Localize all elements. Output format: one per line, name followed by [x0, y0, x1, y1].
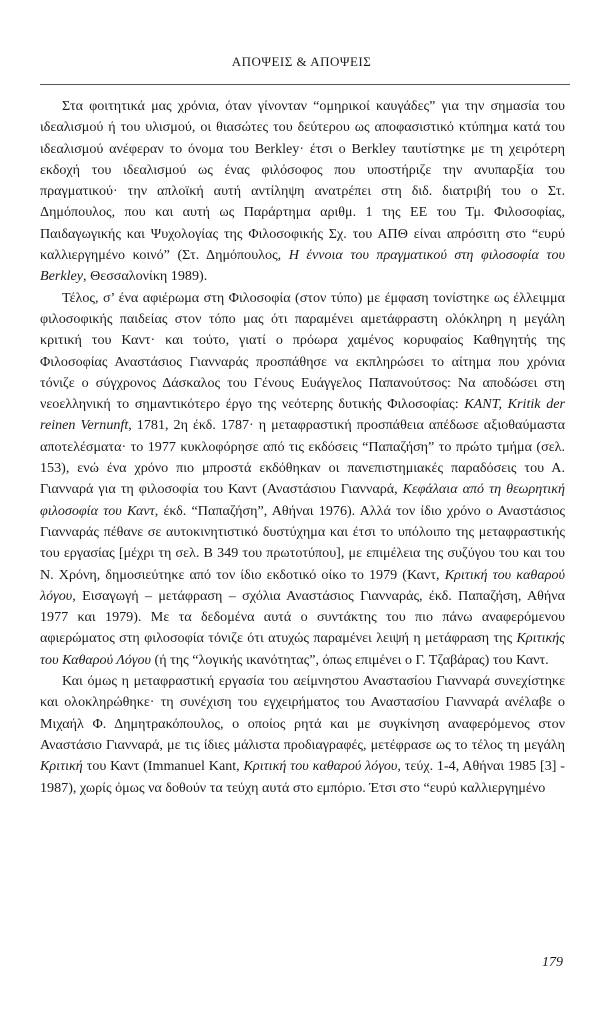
paragraph-2: [40, 288, 565, 671]
paragraph-3: [40, 671, 565, 799]
book-title: KANT, Kritik der reinen Vernunft: [40, 396, 565, 434]
text-run: , Εισαγωγή – μετάφραση – σχόλια Αναστάσιος Γιανναράς, έκδ. Παπαζήση, Αθήνα 1977 και 1979). Με τα δεδομένα αυτά ο συντάκτης του πιο πάνω αναφερόμενου αφιερώματος στη φιλοσοφία τόνιζε ότι ατυχώς παραμένει λειψή η μετάφραση της: [40, 587, 565, 647]
text-run: , έκδ. “Παπαζήση”, Αθήναι 1976). Αλλά τον ίδιο χρόνο ο Αναστάσιος Γιανναράς πέθανε σε αυτοκινητιστικό δυστύχημα και έτσι το υπόλοιπο της μεταφραστικής του εργασίας [μέχρι τη σελ. Β 349 του πρωτοτύπου], με επιμέλεια της συζύγου του και του Ν. Χρόνη, δημοσιεύτηκε από τον ίδιο εκδοτικό οίκο το 1979 (Καντ,: [40, 502, 565, 583]
text-run: Στα φοιτητικά μας χρόνια, όταν γίνονταν “ομηρικοί καυγάδες” για την σημασία του ιδεαλισμού ή του υλισμού, οι θιασώτες του δεύτερου ως αποφασιστικό κτύπημα κατά του ιδεαλισμού ανέφεραν το όνομα του Berkley· έτσι ο Berkley ταυτίστηκε με τη χειρότερη εκδοχή του ιδεαλισμού ως ένας φιλόσοφος που υποστήριζε την ανυπαρξία του πραγματικού· την απλοϊκή αυτή αντίληψη ανατρέπει στη διδ. διατριβή του ο Στ. Δημόπουλος, που και αυτή ως Παράρτημα αριθμ. 1 της ΕΕ του Τμ. Φιλοσοφίας, Παιδαγωγικής και Ψυχολογίας της Φιλοσοφικής Σχ. του ΑΠΘ είναι απρόσιτη στο “ευρύ καλλιεργημένο κοινό” (Στ. Δημόπουλος,: [40, 98, 565, 264]
book-title: Κεφάλαια από τη θεωρητική φιλοσοφία του Καντ: [40, 481, 565, 519]
text-run: Και όμως η μεταφραστική εργασία του αείμνηστου Αναστασίου Γιανναρά συνεχίστηκε και ολοκληρώθηκε· τη συνέχιση του εγχειρήματος του Αναστασίου Γιανναρά ανέλαβε ο Μιχαήλ Φ. Δημητρακόπουλος, ο οποίος ρητά και με συγκίνηση αναφερόμενος στον Αναστάσιο Γιανναρά, με τις ίδιες μάλιστα προδιαγραφές, μετέφρασε ως το τέλος τη μεγάλη: [40, 673, 565, 753]
text-run: , τεύχ. 1-4, Αθήναι 1985 [3] - 1987), χωρίς όμως να δοθούν τα τεύχη αυτά στο εμπόριο. Έτσι στο “ευρύ καλλιεργημένο: [40, 758, 565, 796]
text-run: του Καντ (Immanuel Kant,: [82, 758, 244, 775]
book-title: Κριτική του καθαρού λόγου: [243, 758, 398, 775]
body-text: [40, 96, 565, 799]
running-header: ΑΠΟΨΕΙΣ & ΑΠΟΨΕΙΣ: [231, 54, 372, 69]
page-number: 179: [542, 955, 563, 970]
book-title: Κριτική του καθαρού λόγου: [40, 566, 565, 604]
text-run: , 1781, 2η έκδ. 1787· η μεταφραστική προσπάθεια απέδωσε αξιοθαύμαστα αποτελέσματα· το 1977 κυκλοφόρησε από τις εκδόσεις “Παπαζήση” το πρώτο τμήμα (σελ. 153), ενώ ένα χρόνο πιο μπροστά εκδόθηκαν οι πανεπιστημιακές παραδόσεις του Α. Γιανναρά για τη φιλοσοφία του Καντ (Αναστάσιου Γιανναρά,: [40, 417, 566, 498]
book-title: Κριτικής του Καθαρού Λόγου: [40, 630, 565, 668]
book-title: Κριτική: [40, 758, 83, 775]
text-run: (ή της “λογικής ικανότητας”, όπως επιμένει ο Γ. Τζαβάρας) του Καντ.: [150, 651, 549, 668]
text-run: Τέλος, σ’ ένα αφιέρωμα στη Φιλοσοφία (στον τύπο) με έμφαση τονίστηκε ως έλλειμμα φιλοσοφικής παιδείας στον τόπο μας ότι παραμένει αμετάφραστη ολόκληρη η μεγάλη κριτική του Καντ· και τούτο, γιατί ο πρόωρα χαμένος κορυφαίος Καθηγητής της Φιλοσοφίας Αναστάσιος Γιανναράς προσπάθησε να εκπληρώσει το αίτημα που χρόνια τόνιζε ο σύγχρονος Δάσκαλος του Γένους Ευάγγελος Παπανούτσος: Να αποδώσει στη νεοελληνική το σημαντικότερο έργο της νεότερης δυτικής Φιλοσοφίας:: [40, 289, 565, 413]
header-rule: [40, 84, 570, 85]
text-run: , Θεσσαλονίκη 1989).: [83, 268, 208, 285]
paragraph-1: [40, 96, 565, 288]
book-title: Η έννοια του πραγματικού στη φιλοσοφία του Berkley: [40, 247, 565, 285]
